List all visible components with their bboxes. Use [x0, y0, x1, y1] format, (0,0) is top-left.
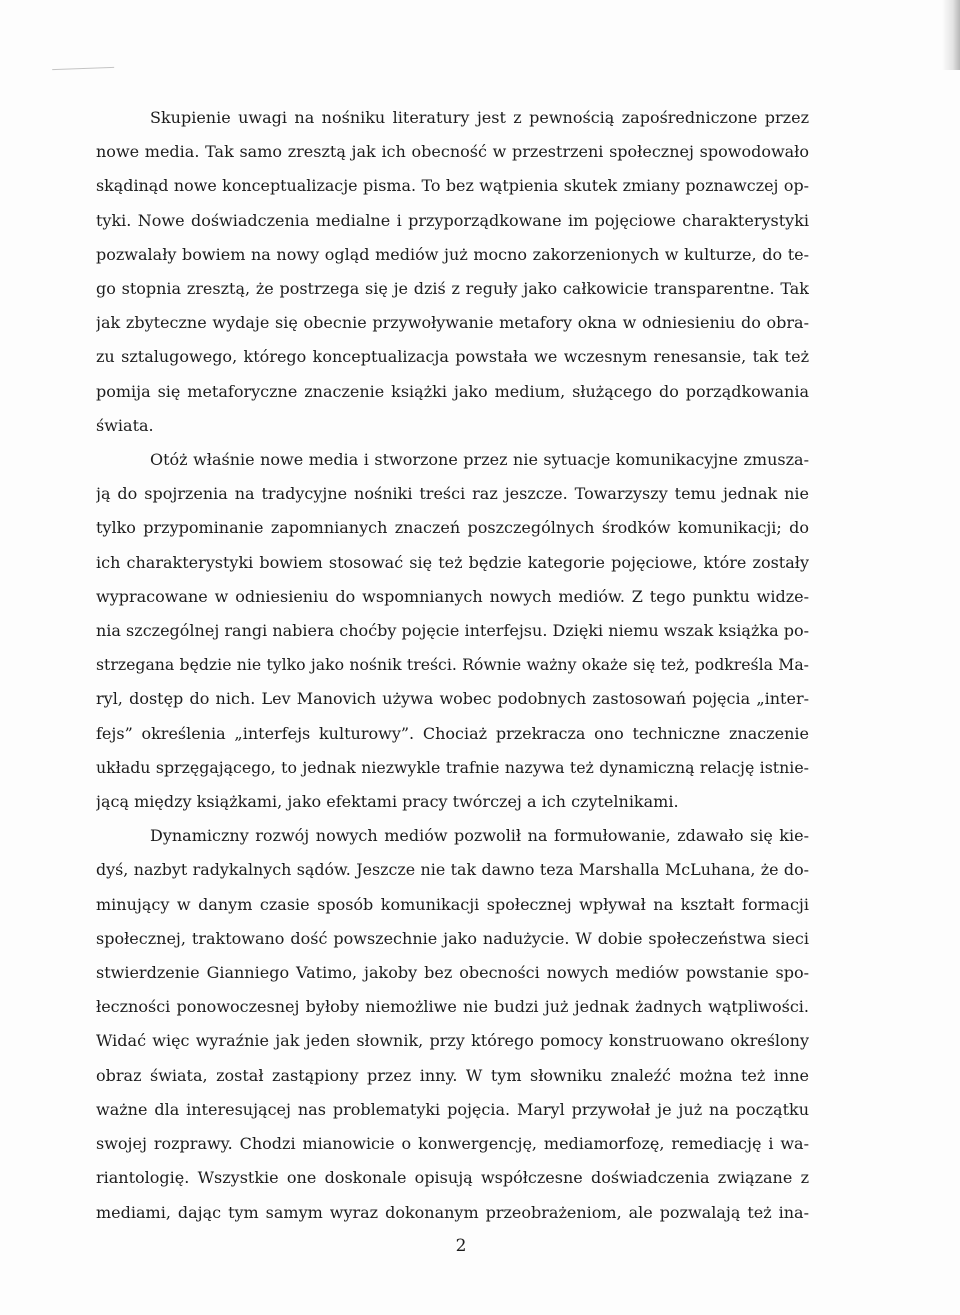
paragraph-2 [96, 443, 809, 819]
text-line: układu sprzęgającego, to jednak niezwykle trafnie nazywa też dynamiczną relację istnie- [96, 757, 809, 777]
text-line: Otóż właśnie nowe media i stworzone przez nie sytuacje komunikacyjne zmusza- [150, 450, 809, 470]
paragraph-1 [96, 101, 809, 443]
text-line: ważne dla interesującej nas problematyki pojęcia. Maryl przywołał je już na początku [96, 1099, 809, 1119]
text-line: tyki. Nowe doświadczenia medialne i przyporządkowane im pojęciowe charakterystyki [96, 210, 809, 230]
text-line: tylko przypominanie zapomnianych znaczeń poszczególnych środków komunikacji; do [96, 518, 809, 538]
text-line: nia szczególnej rangi nabiera choćby pojęcie interfejsu. Dzięki niemu wszak książka po- [96, 621, 809, 641]
text-line: minujący w danym czasie sposób komunikacji społecznej wpływał na kształt formacji [96, 894, 809, 914]
body-text [96, 101, 809, 1230]
scan-edge-shadow [942, 0, 960, 70]
text-line: społecznej, traktowano dość powszechnie jako nadużycie. W dobie społeczeństwa sieci [96, 928, 809, 948]
text-line: ją do spojrzenia na tradycyjne nośniki treści raz jeszcze. Towarzyszy temu jednak nie [96, 484, 809, 504]
text-line: swojej rozprawy. Chodzi mianowicie o konwergencję, mediamorfozę, remediację i wa- [96, 1134, 809, 1154]
text-line: ich charakterystyki bowiem stosować się też będzie kategorie pojęciowe, które zostały [96, 552, 809, 572]
text-line: Widać więc wyraźnie jak jeden słownik, przy którego pomocy konstruowano określony [96, 1031, 809, 1051]
text-line: pomija się metaforyczne znaczenie książki jako medium, służącego do porządkowania [96, 381, 809, 401]
text-line: stwierdzenie Gianniego Vatimo, jakoby bez obecności nowych mediów powstanie spo- [96, 963, 809, 983]
paragraph-3 [96, 819, 809, 1229]
text-line: mediami, dając tym samym wyraz dokonanym przeobrażeniom, ale pozwalają też ina- [96, 1202, 809, 1222]
text-line: Skupienie uwagi na nośniku literatury jest z pewnością zapośredniczone przez [150, 108, 809, 127]
text-line: riantologię. Wszystkie one doskonale opisują współczesne doświadczenia związane z [96, 1168, 809, 1188]
text-line: Dynamiczny rozwój nowych mediów pozwolił na formułowanie, zdawało się kie- [150, 826, 809, 846]
text-line: zu sztalugowego, którego konceptualizacja powstała we wczesnym renesansie, tak też [96, 347, 809, 367]
text-line: strzegana będzie nie tylko jako nośnik treści. Równie ważny okaże się też, podkreśla Ma- [96, 655, 809, 675]
text-line: nowe media. Tak samo zresztą jak ich obecność w przestrzeni społecznej spowodowało [96, 142, 809, 162]
text-line: jak zbyteczne wydaje się obecnie przywoływanie metafory okna w odniesieniu do obra- [96, 313, 809, 333]
text-line: skądinąd nowe konceptualizacje pisma. To bez wątpienia skutek zmiany poznawczej op- [96, 176, 809, 196]
scan-artifact-line [52, 57, 114, 70]
text-line: łeczności ponowoczesnej byłoby niemożliwe nie budzi już jednak żadnych wątpliwości. [96, 997, 809, 1017]
text-line: go stopnia zresztą, że postrzega się je dziś z reguły jako całkowicie transparentne. Tak [96, 279, 809, 299]
text-line: fejs” określenia „interfejs kulturowy”. Chociaż przekracza ono techniczne znaczenie [96, 723, 809, 743]
text-line: dyś, nazbyt radykalnych sądów. Jeszcze nie tak dawno teza Marshalla McLuhana, że do- [96, 860, 809, 880]
text-line: jącą między książkami, jako efektami pracy twórczej a ich czytelnikami. [96, 792, 679, 812]
text-line: ryl, dostęp do nich. Lev Manovich używa wobec podobnych zastosowań pojęcia „inter- [96, 689, 809, 709]
text-line: obraz świata, został zastąpiony przez inny. W tym słowniku znaleźć można też inne [96, 1065, 809, 1085]
text-line: pozwalały bowiem na nowy ogląd mediów już mocno zakorzenionych w kulturze, do te- [96, 244, 809, 264]
text-line: świata. [96, 415, 154, 435]
page-number: 2 [455, 1236, 467, 1256]
text-line: wypracowane w odniesieniu do wspomnianych nowych mediów. Z tego punktu widze- [96, 586, 809, 606]
